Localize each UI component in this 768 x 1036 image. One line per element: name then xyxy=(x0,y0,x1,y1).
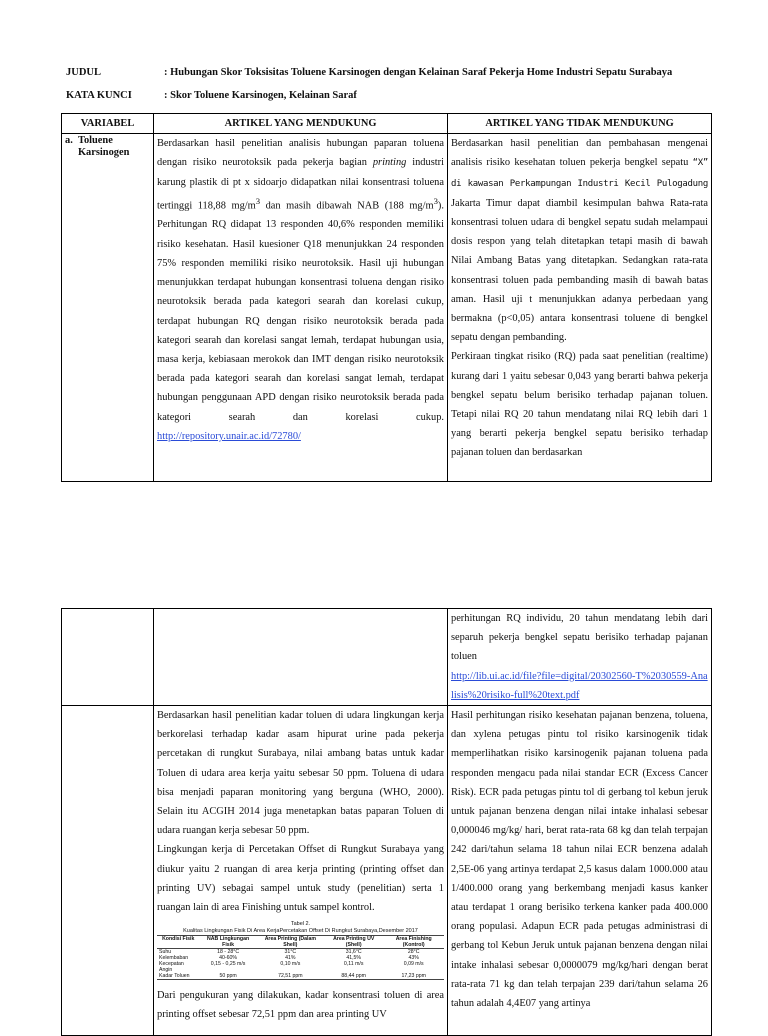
mini-td: 50 ppm xyxy=(199,973,256,980)
variable-number: a. xyxy=(65,135,73,147)
mini-row xyxy=(157,973,444,980)
mini-td: 41,5% xyxy=(346,955,362,962)
continuation-cell xyxy=(448,609,712,706)
mini-td: 18 - 28°C xyxy=(217,949,240,956)
mini-td: 0,10 m/s xyxy=(280,961,301,968)
mini-td: 40-60% xyxy=(219,955,238,962)
variable-item xyxy=(65,134,150,159)
judul-label: JUDUL xyxy=(66,67,102,78)
mini-th: Kondisi Fisik xyxy=(157,936,199,949)
supporting-italic-term: printing xyxy=(372,157,407,169)
continuation-text: perhitungan RQ individu, 20 tahun mendatang lebih dari separuh pekerja bengkel sepatu berisiko terhadap pajanan toluen xyxy=(451,613,708,663)
superscript-3: 3 xyxy=(255,195,261,206)
physical-environment-table xyxy=(157,921,444,980)
continuation-source-link[interactable]: http://lib.ui.ac.id/file?file=digital/20302560-T%2030559-Analisis%20risiko-full%20text.pdf xyxy=(451,670,708,701)
variable-cell-2 xyxy=(62,706,154,1036)
col-header-mendukung: ARTIKEL YANG MENDUKUNG xyxy=(154,114,448,134)
non-supporting-location-text: “X” di kawasan Perkampungan Industri Kecil Pulogadung xyxy=(451,158,708,189)
mini-td: 0,11 m/s xyxy=(343,961,364,968)
mini-td: 0,15 - 0,25 m/s xyxy=(210,961,246,968)
supporting2-text-3: Dari pengukuran yang dilakukan, kadar konsentrasi toluen di area printing offset sebesar 72,51 ppm dan area printing UV xyxy=(157,990,444,1021)
mini-td: Kelembaban xyxy=(159,955,189,962)
mini-td: Kecepatan Angin xyxy=(159,961,184,974)
mini-td: 88,44 ppm xyxy=(324,973,383,980)
mini-td: Suhu xyxy=(159,949,172,956)
mini-td: 41% xyxy=(285,955,296,962)
supporting-text-1: Berdasarkan hasil penelitian analisis hubungan paparan toluena dengan risiko neurotoksik pada pekerja bagian xyxy=(157,138,444,169)
superscript-3b: 3 xyxy=(433,195,438,206)
mini-td: 43% xyxy=(408,955,419,962)
judul-value: : Hubungan Skor Toksisitas Toluene Karsinogen dengan Kelainan Saraf Pekerja Home Industri Sepatu Surabaya xyxy=(164,67,673,78)
mini-td: Kadar Toluen xyxy=(157,973,199,980)
kata-kunci-label: KATA KUNCI xyxy=(66,90,132,101)
mini-td: 28°C xyxy=(407,949,420,956)
supporting-text-4: ). Perhitungan RQ didapat 13 responden 40,6% responden memiliki risiko kesehatan. Hasil kuesioner Q18 menunjukkan 24 responden 75% responden memiliki risiko neurotoksik. Hasil uji hubungan menunjukkan terdapat hubungan konsentrasi toluena dengan risiko neurotoksik berada pada kategori searah dan korelasi cukup, terdapat hubungan RQ dengan risiko neurotoksik berada pada kategori searah dan korelasi sangat lemah, terdapat hubungan usia, masa kerja, kebiasaan merokok dan IMT dengan risiko neurotoksik berada pada kategori searah dan korelasi sangat lemah, terdapat hubungan penggunaan APD dengan risiko neurotoksik berada pada kategori searah dan korelasi cukup. xyxy=(157,200,444,423)
non-supporting-article-cell-2 xyxy=(448,706,712,1036)
analysis-table-2 xyxy=(61,608,712,1036)
col-header-variabel: VARIABEL xyxy=(62,114,154,134)
kata-kunci-value: : Skor Toluene Karsinogen, Kelainan Saraf xyxy=(164,90,357,101)
mini-table-grid xyxy=(157,935,444,980)
empty-variable-cell xyxy=(62,609,154,706)
mini-td: 31,6°C xyxy=(345,949,362,956)
supporting-source-link[interactable]: http://repository.unair.ac.id/72780/ xyxy=(157,430,301,442)
supporting2-text-2: Lingkungan kerja di Percetakan Offset di Rungkut Surabaya yang diukur yaitu 2 ruangan di area kerja printing (printing offset dan printing UV) sebagai sampel untuk study (penelitian) serta 1 ruangan lain di area Finishing untuk sampel kontrol. xyxy=(157,844,444,914)
mini-row xyxy=(157,961,444,973)
non-supporting-article-cell xyxy=(448,134,712,482)
mini-td: 17,23 ppm xyxy=(383,973,444,980)
mini-table-title: Tabel 2. xyxy=(290,921,311,928)
variable-name: Toluene Karsinogen xyxy=(77,135,130,159)
mini-table-caption: Kualitas Lingkungan Fisik Di Area KerjaPercetakan Offset Di Rungkut Surabaya,Desember 2017 xyxy=(183,928,418,935)
mini-th: Area Finishing (Kontrol) xyxy=(383,936,444,949)
mini-th: Area Printing (Dalam Shell) xyxy=(257,936,324,949)
supporting-text-2: industri karung plastik di pt x sidoarjo didapatkan nilai konsentrasi toluena tertinggi 118,88 mg/m xyxy=(157,157,444,212)
mini-th: NAB Lingkungan Fisik xyxy=(199,936,256,949)
non-supporting-text-1: Berdasarkan hasil penelitian dan pembahasan mengenai analisis risiko kesehatan toluen pekerja bengkel sepatu xyxy=(451,138,708,169)
mini-td: 0,09 m/s xyxy=(403,961,424,968)
non-supporting-text-2: Jakarta Timur dapat diambil kesimpulan bahwa Rata-rata konsentrasi toluen udara di bengkel sepatu sudah melampaui dosis respon yang telah ditetapkan tetapi masih di bawah Nilai Ambang Batas yang ditetapkan. Sedangkan rata-rata konsentrasi toluen pada pembanding masih di bawah batas aman. Hasil uji t menunjukkan adanya perbedaan yang bermakna (p<0,05) antara konsentrasi toluene di bengkel sepatu dengan pembanding. xyxy=(451,197,708,344)
non-supporting2-text: Hasil perhitungan risiko kesehatan pajanan benzena, toluena, dan xylena petugas pintu tol risiko karsinogenik tidak memperlihatkan risiko karsinogenik pajanan toluena pada responden mengacu pada nilai standar ECR (Excess Cancer Risk). ECR pada petugas pintu tol di gerbang tol kebun jeruk untuk pajanan benzena dengan nilai intake inhalasi sebesar 0,000046 mg/kg/ hari, berat rata-rata 68 kg dan telah terpajan 242 dari/tahun selama 18 tahun nilai ECR benzena adalah 2,5E-06 yang artinya terdapat 2,5 kasus dalam 1000.000 atau 1/400.000 orang yang berkembang menjadi kasus kanker atau terdapat 1 orang berisiko terkena kanker pada 400.000 orang populasi. Adapun ECR pada petugas administrasi di gerbang tol Kebun Jeruk untuk pajanan benzena dengan nilai intake inhalasi sebesar 0,0000079 mg/kg/hari dengan berat rata-rata 71 kg dan telah terpajan 239 dari/tahun selama 26 tahun adalah 4,4E07 yang artinya xyxy=(451,710,708,1010)
supporting-text-3: dan masih dibawah NAB (188 mg/m xyxy=(265,200,434,212)
empty-supporting-cell xyxy=(154,609,448,706)
analysis-table-1 xyxy=(61,113,712,482)
supporting2-text-1: Berdasarkan hasil penelitian kadar toluen di udara lingkungan kerja berkorelasi terhadap kadar asam hipurat urine pada pekerja percetakan di rungkut Surabaya, nilai ambang batas untuk kadar Toluen di udara area kerja yaitu sebesar 50 ppm. Toluena di udara bisa menjadi paparan monitoring yang berguna (WHO, 2000). Selain itu ACGIH 2014 juga menetapkan batas paparan Toluen di udara ruangan kerja sebesar 50 ppm. xyxy=(157,710,444,837)
supporting-article-cell xyxy=(154,134,448,482)
col-header-tidak-mendukung: ARTIKEL YANG TIDAK MENDUKUNG xyxy=(448,114,712,134)
supporting-article-cell-2 xyxy=(154,706,448,1036)
non-supporting-text-3: Perkiraan tingkat risiko (RQ) pada saat penelitian (realtime) kurang dari 1 yaitu sebesar 0,043 yang berarti bahwa pekerja bengkel sepatu belum berisiko terhadap pajanan toluen. Tetapi nilai RQ 20 tahun mendatang nilai RQ lebih dari 1 yang berarti pekerja bengkel sepatu berisiko terhadap pajanan toluen dan berdasarkan xyxy=(451,351,708,459)
mini-td: 72,51 ppm xyxy=(257,973,324,980)
mini-td: 31°C xyxy=(284,949,297,956)
variable-cell xyxy=(62,134,154,482)
mini-th: Area Printing UV (Shell) xyxy=(324,936,383,949)
